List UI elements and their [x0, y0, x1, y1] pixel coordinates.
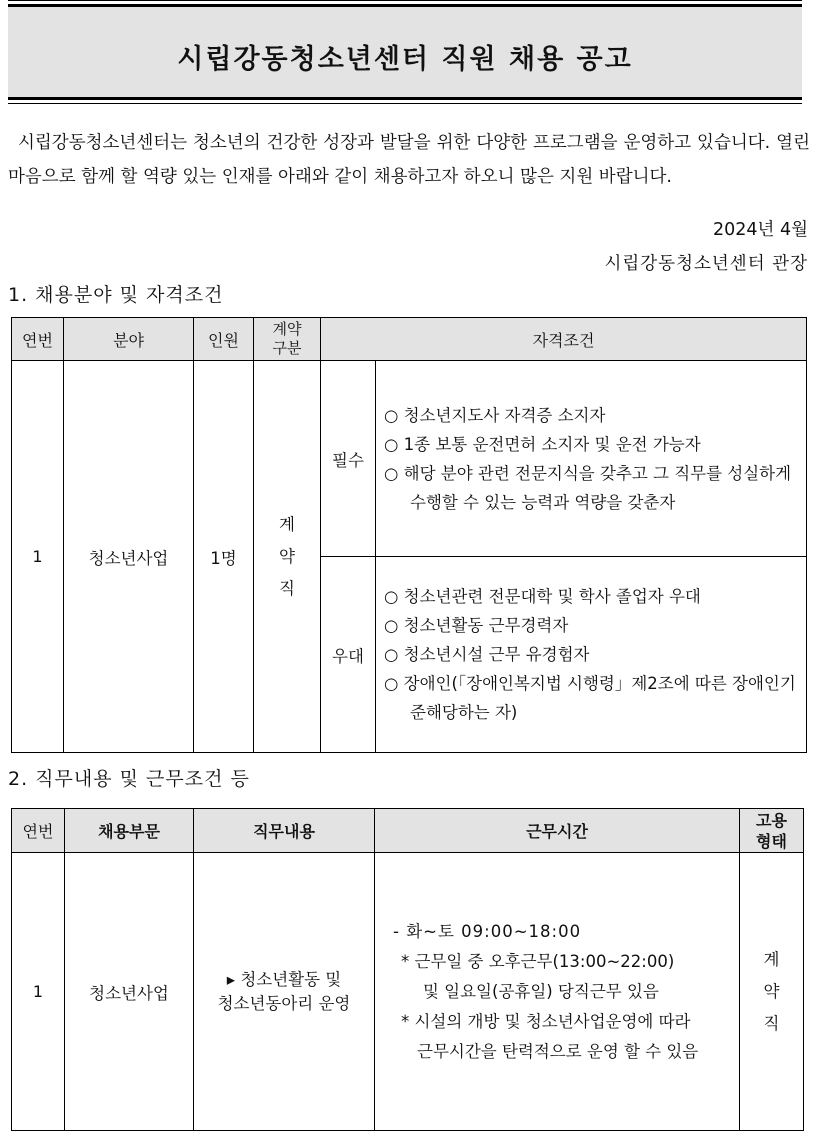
duty-line: 청소년동아리 운영	[217, 993, 351, 1013]
header-type-line1: 고용	[756, 810, 787, 830]
row-no: 1	[12, 853, 65, 1131]
type-char: 직	[763, 1013, 780, 1033]
row-field: 청소년사업	[64, 361, 194, 753]
row-no: 1	[12, 361, 64, 753]
required-label: 필수	[321, 361, 376, 557]
header-contract-line1: 계약	[272, 320, 302, 338]
intro-paragraph: 시립강동청소년센터는 청소년의 건강한 성장과 발달을 위한 다양한 프로그램을 운영하고 있습니다. 열린 마음으로 함께 할 역량 있는 인재를 아래와 같이 채용하고자 하오니 많은 지원 바랍니다.	[8, 133, 810, 187]
announcement-date: 2024년 4월	[712, 220, 808, 240]
row-contract-type	[254, 361, 321, 753]
page-title: 시립강동청소년센터 직원 채용 공고	[177, 44, 633, 75]
preferred-label: 우대	[321, 557, 376, 753]
header-no: 연번	[12, 318, 64, 361]
row-employment-type	[740, 853, 804, 1131]
section1-heading: 1. 채용분야 및 자격조건	[8, 284, 224, 306]
list-item: ○ 청소년지도사 자격증 소지자	[384, 405, 606, 425]
hours-line: * 시설의 개방 및 청소년사업운영에 따라	[401, 1011, 691, 1031]
required-list	[376, 361, 807, 557]
type-char: 약	[763, 981, 780, 1001]
qualification-table	[11, 317, 807, 753]
header-count: 인원	[194, 318, 254, 361]
contract-char: 계	[279, 514, 295, 534]
header-dept: 채용부문	[65, 809, 194, 853]
header-no: 연번	[12, 809, 65, 853]
contract-char: 직	[279, 578, 295, 598]
hours-line: 근무시간을 탄력적으로 운영 할 수 있음	[417, 1041, 699, 1061]
type-char: 계	[763, 949, 780, 969]
list-item: ○ 1종 보통 운전면허 소지자 및 운전 가능자	[384, 434, 701, 454]
hours-line: - 화~토 09:00~18:00	[393, 921, 582, 941]
list-item: ○ 장애인(「장애인복지법 시행령」제2조에 따른 장애인기준해당하는 자)	[384, 674, 796, 722]
list-item: ○ 청소년시설 근무 유경험자	[384, 645, 590, 664]
header-duty: 직무내용	[194, 809, 375, 853]
header-employment-type	[740, 809, 804, 853]
row-count: 1명	[194, 361, 254, 753]
header-field: 분야	[64, 318, 194, 361]
list-item: ○ 청소년활동 근무경력자	[384, 616, 569, 635]
section2-heading: 2. 직무내용 및 근무조건 등	[8, 768, 250, 790]
contract-char: 약	[279, 546, 295, 566]
header-qualification: 자격조건	[321, 318, 807, 361]
header-type-line2: 형태	[756, 831, 787, 851]
preferred-list	[376, 557, 807, 753]
header-contract-line2: 구분	[272, 339, 302, 357]
row-hours	[375, 853, 740, 1131]
list-item: ○ 청소년관련 전문대학 및 학사 졸업자 우대	[384, 587, 701, 606]
duty-table	[11, 808, 804, 1131]
duty-line: ▸ 청소년활동 및	[226, 969, 342, 989]
header-contract	[254, 318, 321, 361]
signature-line: 시립강동청소년센터 관장	[604, 254, 808, 274]
hours-line: 및 일요일(공휴일) 당직근무 있음	[423, 981, 659, 1001]
list-item: ○ 해당 분야 관련 전문지식을 갖추고 그 직무를 성실하게 수행할 수 있는 능력과 역량을 갖춘자	[384, 463, 792, 512]
row-duty	[194, 853, 375, 1131]
hours-line: * 근무일 중 오후근무(13:00~22:00)	[401, 951, 675, 971]
row-dept: 청소년사업	[65, 853, 194, 1131]
title-banner	[8, 4, 802, 100]
header-hours: 근무시간	[375, 809, 740, 853]
